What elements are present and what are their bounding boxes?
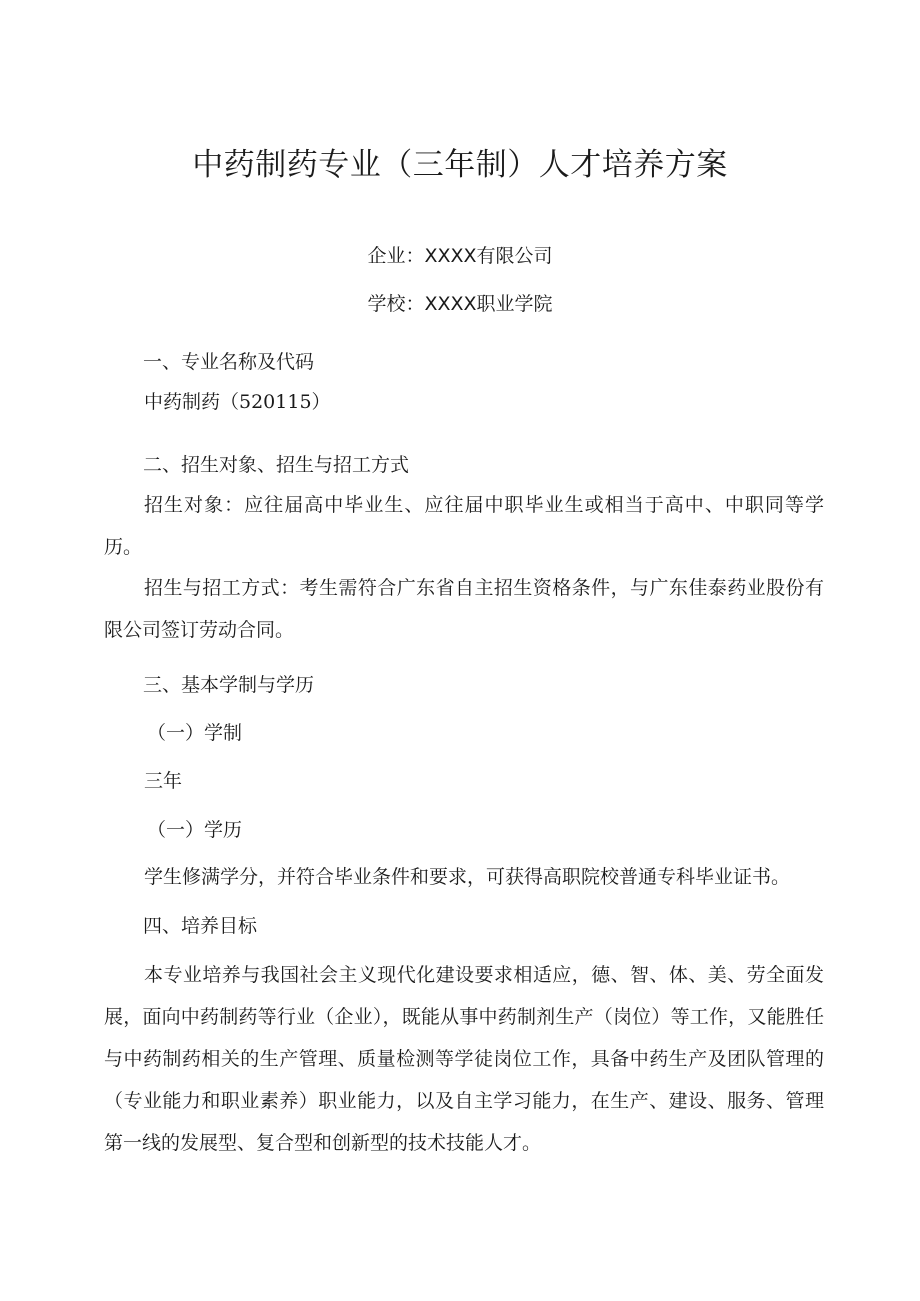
section-3-sub2-content: 学生修满学分，并符合毕业条件和要求，可获得高职院校普通专科毕业证书。: [144, 866, 791, 888]
section-1-content: 中药制药（520115）: [144, 391, 331, 413]
section-2-paragraph-2: 招生与招工方式：考生需符合广东省自主招生资格条件，与广东佳泰药业股份有限公司签订劳动合同。: [104, 577, 824, 641]
section-4-heading: 四、培养目标: [143, 915, 258, 937]
section-3-heading: 三、基本学制与学历: [143, 674, 315, 696]
section-3-sub1-heading: （一）学制: [147, 722, 243, 744]
section-2-paragraph-1: 招生对象：应往届高中毕业生、应往届中职毕业生或相当于高中、中职同等学历。: [104, 494, 824, 558]
section-2-heading: 二、招生对象、招生与招工方式: [143, 454, 410, 476]
section-4-paragraph: 本专业培养与我国社会主义现代化建设要求相适应，德、智、体、美、劳全面发展，面向中药制药等行业（企业），既能从事中药制剂生产（岗位）等工作，又能胜任与中药制药相关的生产管理、质量检测等学徒岗位工作，具备中药生产及团队管理的（专业能力和职业素养）职业能力，以及自主学习能力，在生产、建设、服务、管理第一线的发展型、复合型和创新型的技术技能人才。: [104, 964, 824, 1154]
enterprise-line: 企业：XXXX有限公司: [367, 245, 553, 267]
section-3-sub2-heading: （一）学历: [147, 819, 243, 841]
section-1-heading: 一、专业名称及代码: [143, 351, 315, 373]
section-3-sub1-content: 三年: [144, 770, 183, 792]
document-title: 中药制药专业（三年制）人才培养方案: [192, 147, 728, 183]
school-line: 学校：XXXX职业学院: [367, 293, 553, 315]
